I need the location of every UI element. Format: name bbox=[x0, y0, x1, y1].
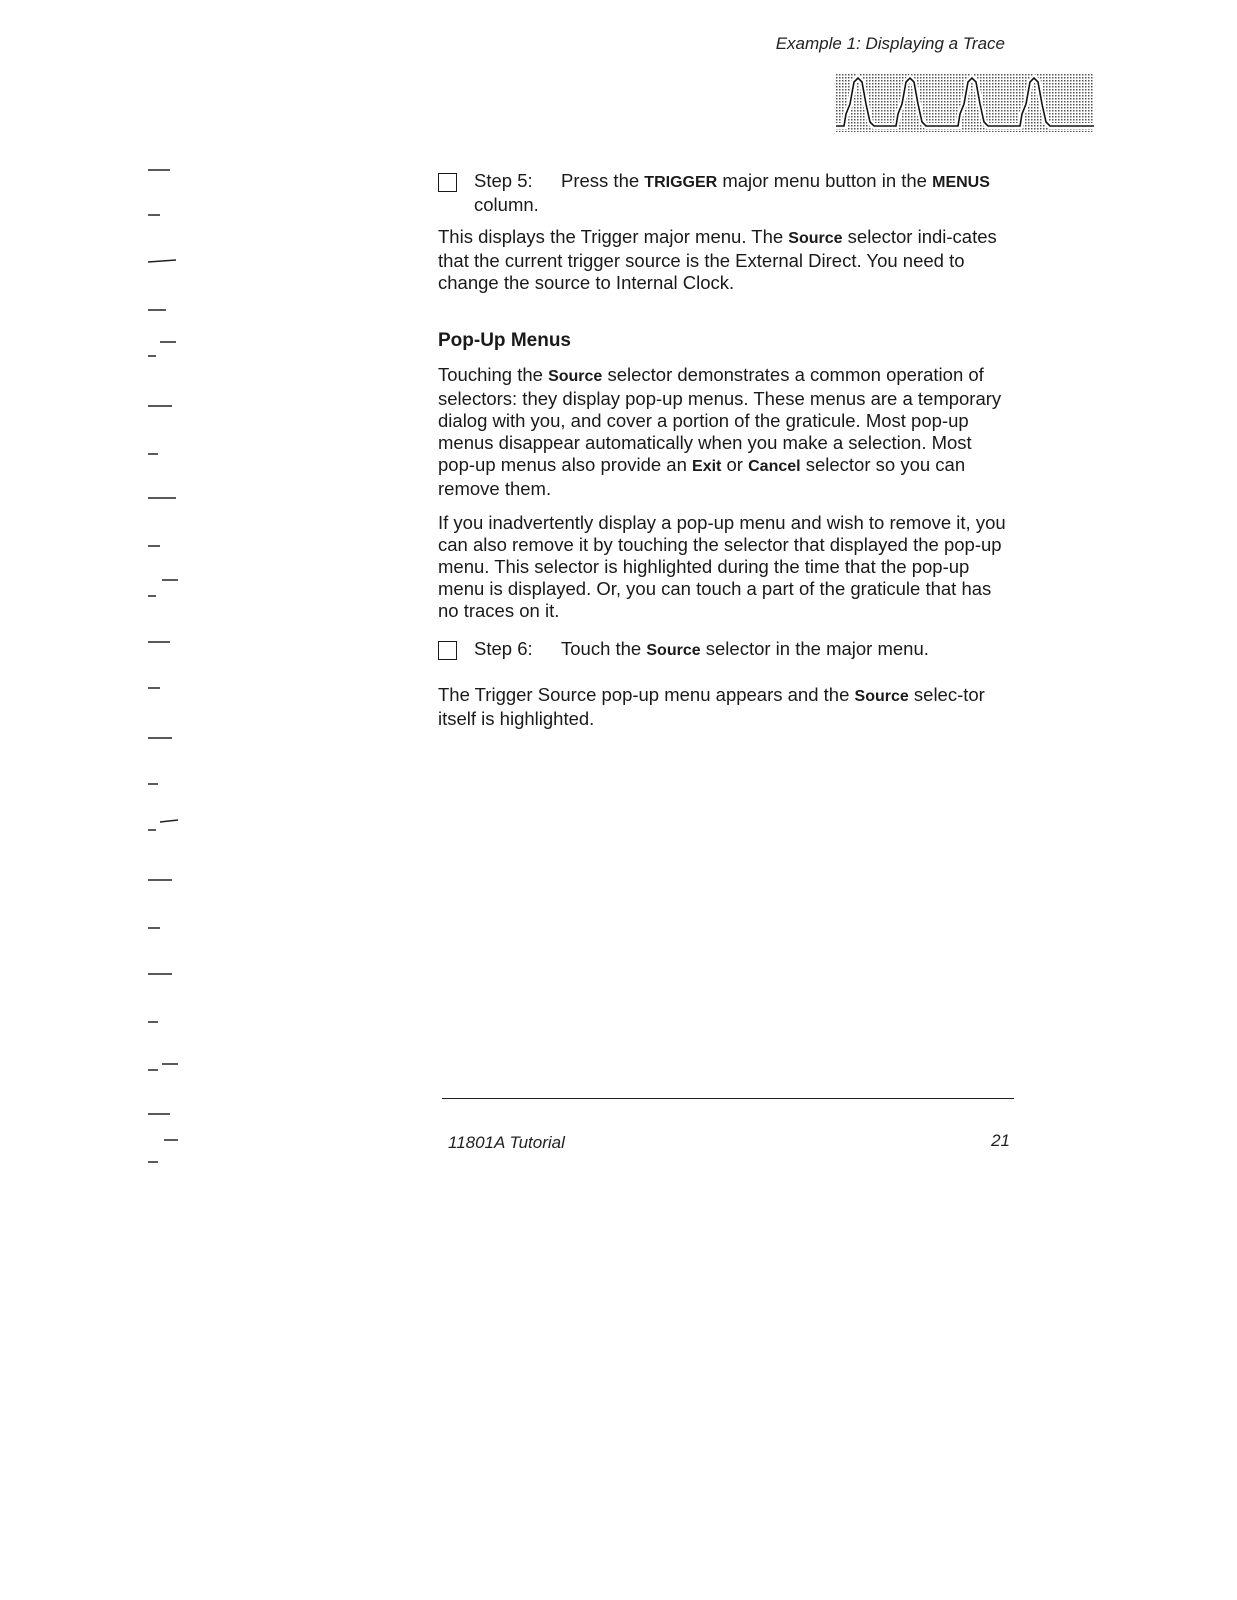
source-keyword: Source bbox=[854, 688, 909, 705]
source-keyword: Source bbox=[646, 642, 701, 659]
paragraph-trigger-menu: This displays the Trigger major menu. The Source selector indi-cates that the current trigger source is the External Direct. You need to change the source to Internal Clock. bbox=[438, 226, 997, 293]
waveform-banner-image bbox=[836, 74, 1094, 132]
step-6-text: Touch the bbox=[561, 638, 647, 659]
menus-keyword: MENUS bbox=[932, 174, 990, 191]
trigger-keyword: TRIGGER bbox=[644, 174, 718, 191]
step-5-label: Step 5: bbox=[474, 170, 533, 191]
step-6 bbox=[438, 638, 1008, 662]
paragraph-remove-popup: If you inadvertently display a pop-up menu and wish to remove it, you can also remove it by touching the selector that displayed the pop-up menu. This selector is highlighted during the time that the pop-up menu is displayed. Or, you can touch a part of the graticule that has no traces on it. bbox=[438, 512, 1006, 621]
source-keyword: Source bbox=[548, 368, 603, 385]
step-5 bbox=[438, 170, 1008, 216]
running-header: Example 1: Displaying a Trace bbox=[775, 34, 1005, 53]
page-number: 21 bbox=[991, 1131, 1010, 1150]
source-keyword: Source bbox=[788, 230, 843, 247]
paragraph-trigger-source: The Trigger Source pop-up menu appears and the Source selec-tor itself is highlighted. bbox=[438, 684, 985, 729]
footer-title: 11801A Tutorial bbox=[448, 1133, 565, 1152]
step-5-text-2: major menu button in the bbox=[717, 170, 933, 191]
step-6-checkbox[interactable] bbox=[438, 641, 457, 660]
cancel-keyword: Cancel bbox=[748, 458, 801, 475]
page-content bbox=[438, 170, 1008, 742]
step-5-text: Press the bbox=[561, 170, 645, 191]
section-heading: Pop-Up Menus bbox=[438, 330, 571, 351]
step-6-text-2: selector in the major menu. bbox=[700, 638, 929, 659]
footer-rule bbox=[442, 1098, 1014, 1099]
step-5-checkbox[interactable] bbox=[438, 173, 457, 192]
step-6-label: Step 6: bbox=[474, 638, 533, 659]
paragraph-popup-menus: Touching the Source selector demonstrates a common operation of selectors: they display pop-up menus. These menus are a temporary dialog with you, and cover a portion of the graticule. Most pop-up menus disappear automatically when you make a selection. Most pop-up menus also provide an Exit or Cancel selector so you can remove them. bbox=[438, 364, 1002, 499]
scan-edge-marks bbox=[140, 160, 200, 1190]
step-5-text-3: column. bbox=[474, 194, 539, 215]
exit-keyword: Exit bbox=[692, 458, 722, 475]
